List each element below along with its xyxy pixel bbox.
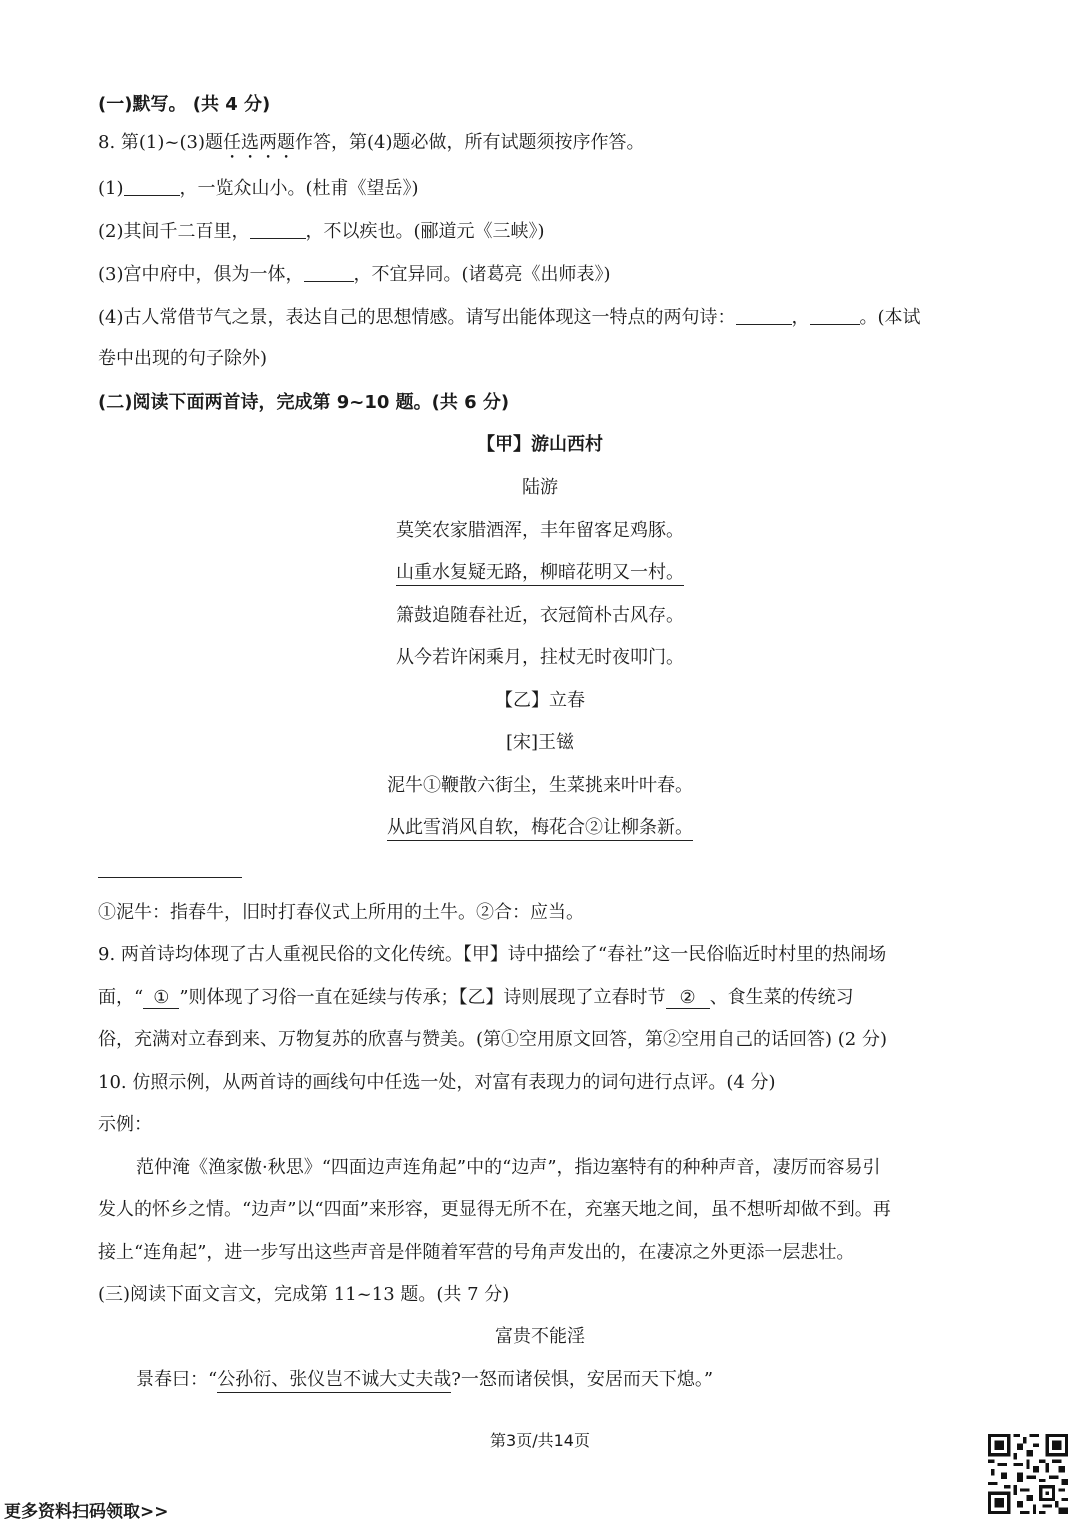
q10-example-p3: 接上“连角起”，进一步写出这些声音是伴随着军营的号角声发出的，在凄凉之外更添一层悲壮。 [98,1242,855,1263]
poem-1-author: 陆游 [522,477,558,498]
underlined-sentence: 公孙衍、张仪岂不诚大丈夫哉 [217,1369,451,1393]
essay-text-b: ?一怒而诸侯惧，安居而天下熄。” [451,1369,714,1390]
q10-example-p1: 范仲淹《渔家傲·秋思》“四面边声连角起”中的“边声”，指边塞特有的种种声音，凄厉而容易引 [136,1157,881,1178]
footnote-divider [98,877,242,878]
answer-blank[interactable] [736,306,792,325]
q8-item-3-text-a: (3)宫中府中，俱为一体， [98,264,304,285]
essay-text-a: 景春曰：“ [136,1369,218,1390]
poem-2-line-1: 泥牛①鞭散六街尘，生菜挑来叶叶春。 [387,775,693,796]
q8-item-1-num: (1) [98,178,124,199]
q8-item-2-text-b: ，不以疾也。(郦道元《三峡》) [305,221,545,242]
answer-blank[interactable] [810,306,860,325]
poem-1-line-3: 箫鼓追随春社近，衣冠简朴古风存。 [396,605,684,626]
section-2-title: (二)阅读下面两首诗，完成第 9~10 题。(共 6 分) [98,392,510,413]
answer-blank-2[interactable]: ② [666,987,710,1009]
underlined-line: 从此雪消风自软，梅花合②让柳条新。 [387,817,693,841]
underlined-line: 山重水复疑无路，柳暗花明又一村。 [396,562,684,586]
q8-item-2-text-a: (2)其间千二百里， [98,221,250,242]
q9-text-c: 、食生菜的传统习 [709,987,854,1008]
answer-blank-1[interactable]: ① [143,987,179,1009]
answer-blank[interactable] [250,220,306,239]
q10-example-label: 示例： [98,1114,152,1135]
section-3-title: (三)阅读下面文言文，完成第 11~13 题。(共 7 分) [98,1284,510,1305]
q9-line-3: 俗，充满对立春到来、万物复苏的欣喜与赞美。(第①空用原文回答，第②空用自己的话回答) (2 分) [98,1029,887,1050]
q9-line-2 [98,985,980,1011]
q8-item-2 [98,219,980,245]
q10-line-1: 10. 仿照示例，从两首诗的画线句中任选一处，对富有表现力的词句进行点评。(4 分) [98,1072,776,1093]
answer-blank[interactable] [124,177,180,196]
footnote: ①泥牛：指春牛，旧时打春仪式上所用的土牛。②合：应当。 [98,902,584,923]
answer-blank[interactable] [304,263,354,282]
poem-1-line-1: 莫笑农家腊酒浑，丰年留客足鸡豚。 [396,520,684,541]
q8-head-b: 作答，第(4)题必做，所有试题须按序作答。 [294,132,645,153]
poem-2-title: 【乙】立春 [495,690,585,711]
q8-item-3 [98,262,980,288]
q8-item-4-comma: ， [791,307,810,328]
poem-1-title: 【甲】游山西村 [477,434,603,455]
q8-head-a: 8. 第(1)~(3)题 [98,132,223,153]
essay-line-1 [136,1367,980,1393]
poem-1-line-4: 从今若许闲乘月，拄杖无时夜叩门。 [396,647,684,668]
essay-title: 富贵不能淫 [495,1326,585,1347]
q8-item-4-text-c: 。(本试 [859,307,921,328]
section-1-title: (一)默写。 (共 4 分) [98,94,271,115]
q8-instruction [98,130,980,163]
q8-item-4 [98,305,980,331]
q9-text-b: ”则体现了习俗一直在延续与传承；【乙】诗则展现了立春时节 [179,987,666,1008]
poem-1-line-2 [0,560,1080,586]
page-number: 第3页/共14页 [490,1431,590,1450]
more-resources-link[interactable]: 更多资料扫码领取>> [4,1502,169,1522]
poem-2-author: [宋]王镃 [505,732,575,753]
q9-text-a: 面，“ [98,987,144,1008]
q8-item-1-text: ，一览众山小。(杜甫《望岳》) [179,178,419,199]
q10-example-p2: 发人的怀乡之情。“边声”以“四面”来形容，更显得无所不在，充塞天地之间，虽不想听却做不到。再 [98,1199,891,1220]
q8-item-4-text-a: (4)古人常借节气之景，表达自己的思想情感。请写出能体现这一特点的两句诗： [98,307,736,328]
q8-item-4-cont: 卷中出现的句子除外) [98,348,268,369]
q9-line-1: 9. 两首诗均体现了古人重视民俗的文化传统。【甲】诗中描绘了“春社”这一民俗临近时村里的热闹场 [98,944,887,965]
q8-head-emphasis: 任选两题 [222,132,295,153]
q8-item-1 [98,176,980,202]
poem-2-line-2 [0,815,1080,841]
qr-code-icon[interactable] [988,1434,1068,1514]
q8-item-3-text-b: ，不宜异同。(诸葛亮《出师表》) [353,264,611,285]
